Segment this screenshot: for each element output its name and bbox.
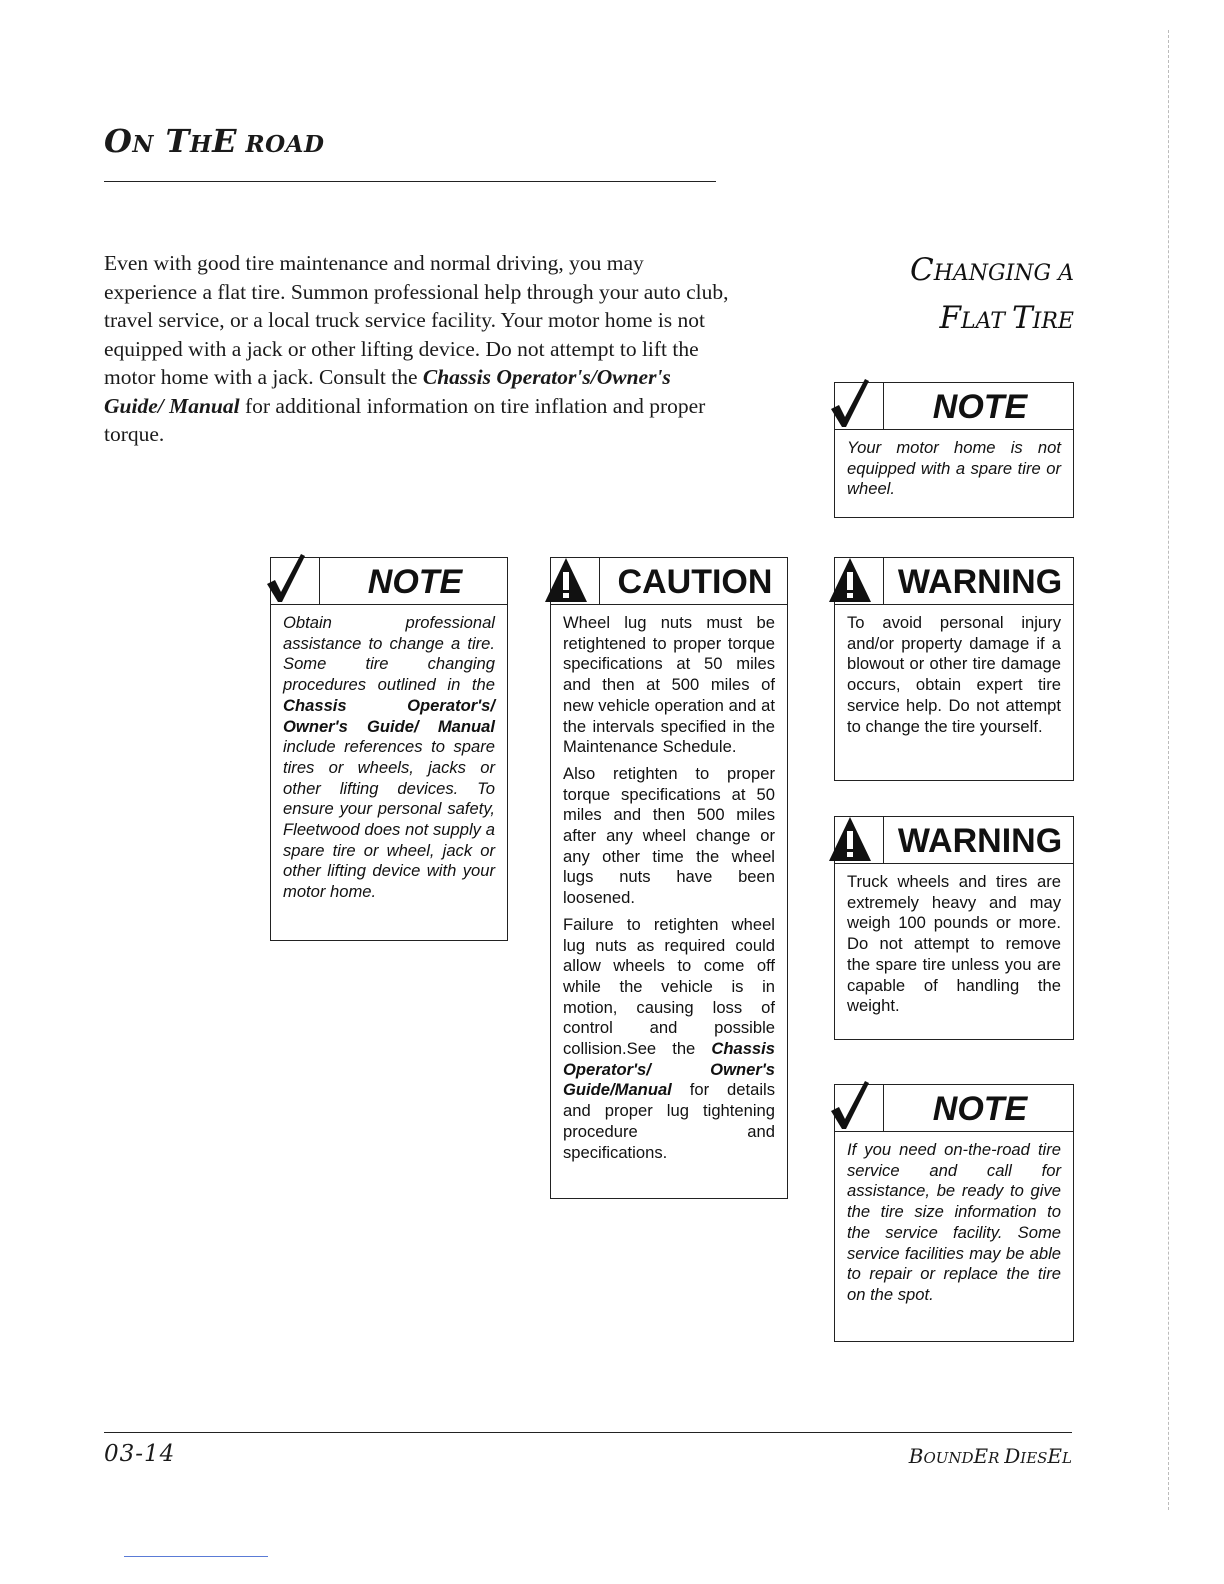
caution-paragraph: Failure to retighten wheel lug nuts as required could allow wheels to come off while the vehicle is in motion, causing loss of control and possible collision.See the Chassis Operator's/ Owner's Guide/Manual for details and proper lug tightening procedure and specifications. bbox=[563, 914, 775, 1162]
caution-paragraph: Wheel lug nuts must be retightened to proper torque specifications at 50 miles and then at 500 miles of new vehicle operation and at the intervals specified in the Maintenance Schedule. bbox=[563, 613, 775, 757]
note-box-professional bbox=[270, 557, 508, 941]
warning-box-wheel-weight bbox=[834, 816, 1074, 1040]
caution-box-lug-nuts bbox=[550, 557, 788, 1199]
note-body: Obtain professional assistance to change a tire. Some tire changing procedures outlined in the Chassis Operator's/ Owner's Guide/ Manual include references to spare tires or wheels, jacks or other lifting devices. To ensure your personal safety, Fleetwood does not supply a spare tire or wheel, jack or other lifting device with your motor home. bbox=[283, 613, 495, 902]
page-header-title: ON THE ROAD bbox=[104, 122, 325, 160]
scan-edge-line bbox=[1168, 30, 1169, 1510]
intro-paragraph: Even with good tire maintenance and normal driving, you may experience a flat tire. Summon professional help through your auto club, travel service, or a local truck service facility. Your motor home is not equipped with a jack or other lifting device. Do not attempt to lift the motor home with a jack. Consult the Chassis Operator's/Owner's Guide/ Manual for additional information on tire inflation and proper torque. bbox=[104, 251, 729, 446]
note-title: NOTE bbox=[932, 388, 1028, 426]
warning-body: To avoid personal injury and/or property damage if a blowout or other tire damage occurs, obtain expert tire service help. Do not attempt to change the tire yourself. bbox=[847, 613, 1061, 736]
guide-reference: Chassis Operator's/ Owner's Guide/ Manual bbox=[283, 695, 495, 736]
warning-body: Truck wheels and tires are extremely heavy and may weigh 100 pounds or more. Do not attempt to remove the spare tire unless you are capable of handling the weight. bbox=[847, 872, 1061, 1016]
note-title: NOTE bbox=[367, 563, 463, 601]
guide-reference: Chassis Operator's/ Owner's Guide/Manual bbox=[563, 1039, 775, 1100]
note-box-roadside-service bbox=[834, 1084, 1074, 1342]
checkmark-icon bbox=[825, 375, 875, 431]
warning-box-blowout bbox=[834, 557, 1074, 781]
hazard-triangle-icon bbox=[541, 550, 591, 606]
scan-mark bbox=[124, 1556, 268, 1557]
warning-title: WARNING bbox=[897, 822, 1063, 860]
caution-paragraph: Also retighten to proper torque specifications at 50 miles and then 500 miles after any wheel change or any other time the wheel lugs nuts have been loosened. bbox=[563, 763, 775, 908]
note-body: If you need on-the-road tire service and call for assistance, be ready to give the tire size information to the service facility. Some service facilities may be able to repair or replace the tire on the spot. bbox=[847, 1140, 1061, 1304]
note-body: Your motor home is not equipped with a spare tire or wheel. bbox=[847, 438, 1061, 499]
checkmark-icon bbox=[825, 1077, 875, 1133]
footer-divider bbox=[104, 1432, 1072, 1433]
warning-title: WARNING bbox=[897, 563, 1063, 601]
note-title: NOTE bbox=[932, 1090, 1028, 1128]
caution-title: CAUTION bbox=[617, 563, 773, 601]
header-divider bbox=[104, 181, 716, 182]
page-number: 03-14 bbox=[104, 1441, 176, 1467]
note-box-spare-tire bbox=[834, 382, 1074, 518]
section-title: CHANGING A FLAT TIRE bbox=[909, 252, 1074, 336]
intro-guide-reference: Chassis Operator's/Owner's Guide/ Manual bbox=[104, 365, 671, 418]
hazard-triangle-icon bbox=[825, 809, 875, 865]
checkmark-icon bbox=[261, 550, 311, 606]
hazard-triangle-icon bbox=[825, 550, 875, 606]
book-title: BOUNDER DIESEL bbox=[908, 1444, 1072, 1468]
caution-body bbox=[551, 605, 787, 1179]
